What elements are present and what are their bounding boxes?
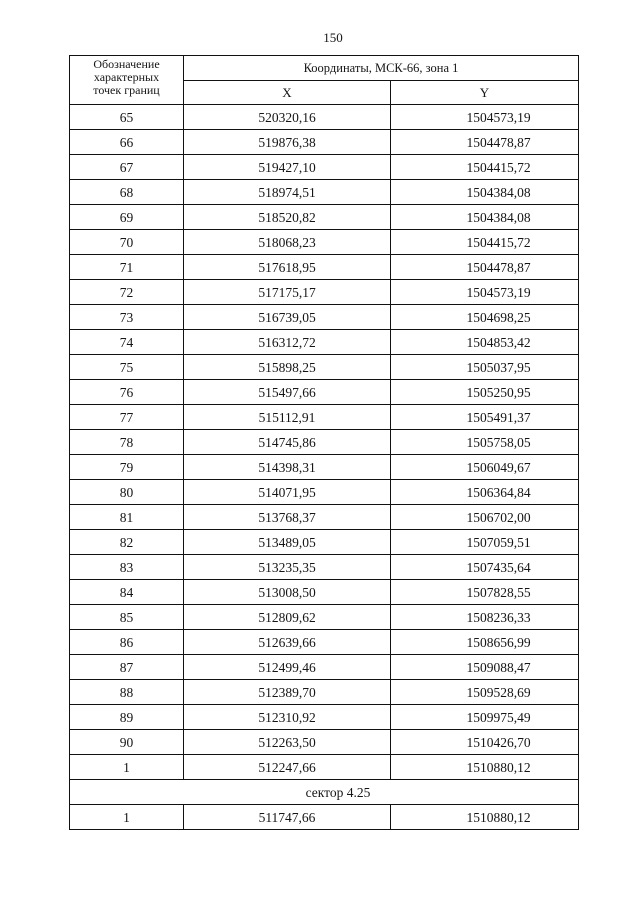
sector-row <box>70 780 579 805</box>
point-number-cell: 67 <box>70 155 184 180</box>
table-row <box>70 405 579 430</box>
point-header-line-1: Обозначение <box>93 57 160 71</box>
x-coordinate-cell: 512263,50 <box>184 730 391 755</box>
x-coordinate-cell: 512389,70 <box>184 680 391 705</box>
x-coordinate-cell: 512639,66 <box>184 630 391 655</box>
x-coordinate-cell: 515112,91 <box>184 405 391 430</box>
table-row <box>70 505 579 530</box>
table-row <box>70 105 579 130</box>
x-coordinate-cell: 512809,62 <box>184 605 391 630</box>
point-number-cell: 81 <box>70 505 184 530</box>
y-coordinate-cell: 1504384,08 <box>391 205 579 230</box>
table-row <box>70 430 579 455</box>
y-coordinate-cell: 1505491,37 <box>391 405 579 430</box>
x-coordinate-cell: 519427,10 <box>184 155 391 180</box>
table-row <box>70 630 579 655</box>
point-number-cell: 73 <box>70 305 184 330</box>
x-coordinate-cell: 513008,50 <box>184 580 391 605</box>
x-coordinate-cell: 519876,38 <box>184 130 391 155</box>
table-row <box>70 580 579 605</box>
table-row <box>70 555 579 580</box>
point-number-cell: 80 <box>70 480 184 505</box>
table-row <box>70 230 579 255</box>
x-coordinate-cell: 517175,17 <box>184 280 391 305</box>
point-number-cell: 87 <box>70 655 184 680</box>
y-coordinate-cell: 1508656,99 <box>391 630 579 655</box>
table-row <box>70 705 579 730</box>
x-coordinate-cell: 518068,23 <box>184 230 391 255</box>
table-row <box>70 730 579 755</box>
x-coordinate-cell: 515497,66 <box>184 380 391 405</box>
x-coordinate-cell: 513235,35 <box>184 555 391 580</box>
y-coordinate-cell: 1504573,19 <box>391 280 579 305</box>
point-number-cell: 1 <box>70 755 184 780</box>
point-header-line-3: точек границ <box>93 83 160 97</box>
point-number-cell: 74 <box>70 330 184 355</box>
table-row <box>70 205 579 230</box>
point-number-cell: 77 <box>70 405 184 430</box>
x-coordinate-cell: 513489,05 <box>184 530 391 555</box>
y-coordinate-cell: 1505037,95 <box>391 355 579 380</box>
x-coordinate-cell: 514398,31 <box>184 455 391 480</box>
point-number-cell: 82 <box>70 530 184 555</box>
point-number-cell: 89 <box>70 705 184 730</box>
coordinates-table-body <box>70 105 579 830</box>
y-coordinate-cell: 1504478,87 <box>391 130 579 155</box>
y-coordinate-cell: 1508236,33 <box>391 605 579 630</box>
point-number-cell: 1 <box>70 805 184 830</box>
table-row <box>70 805 579 830</box>
y-coordinate-cell: 1507828,55 <box>391 580 579 605</box>
y-coordinate-cell: 1510880,12 <box>391 805 579 830</box>
sector-label: сектор 4.25 <box>70 780 579 805</box>
table-row <box>70 380 579 405</box>
y-coordinate-cell: 1504478,87 <box>391 255 579 280</box>
page-number: 150 <box>323 30 343 45</box>
point-number-cell: 72 <box>70 280 184 305</box>
table-row <box>70 130 579 155</box>
point-number-cell: 66 <box>70 130 184 155</box>
y-coordinate-cell: 1506049,67 <box>391 455 579 480</box>
y-coordinate-cell: 1509975,49 <box>391 705 579 730</box>
table-row <box>70 180 579 205</box>
x-coordinate-cell: 514745,86 <box>184 430 391 455</box>
table-row <box>70 305 579 330</box>
table-row <box>70 480 579 505</box>
point-number-cell: 65 <box>70 105 184 130</box>
point-number-cell: 70 <box>70 230 184 255</box>
point-number-cell: 90 <box>70 730 184 755</box>
point-number-cell: 71 <box>70 255 184 280</box>
y-coordinate-cell: 1507435,64 <box>391 555 579 580</box>
table-row <box>70 280 579 305</box>
x-coordinate-cell: 516739,05 <box>184 305 391 330</box>
y-coordinate-cell: 1504415,72 <box>391 230 579 255</box>
table-row <box>70 255 579 280</box>
y-coordinate-cell: 1506364,84 <box>391 480 579 505</box>
point-number-cell: 84 <box>70 580 184 605</box>
point-number-cell: 75 <box>70 355 184 380</box>
table-row <box>70 755 579 780</box>
y-coordinate-cell: 1507059,51 <box>391 530 579 555</box>
y-coordinate-cell: 1504698,25 <box>391 305 579 330</box>
x-coordinate-cell: 512247,66 <box>184 755 391 780</box>
x-coordinate-cell: 511747,66 <box>184 805 391 830</box>
point-number-cell: 83 <box>70 555 184 580</box>
x-coordinate-cell: 518974,51 <box>184 180 391 205</box>
y-coordinate-cell: 1509088,47 <box>391 655 579 680</box>
y-coordinate-cell: 1504573,19 <box>391 105 579 130</box>
table-row <box>70 655 579 680</box>
coordinates-table <box>69 55 579 830</box>
y-coordinate-cell: 1505250,95 <box>391 380 579 405</box>
y-coordinate-cell: 1504384,08 <box>391 180 579 205</box>
y-coordinate-cell: 1510426,70 <box>391 730 579 755</box>
x-coordinate-cell: 515898,25 <box>184 355 391 380</box>
x-column-header: X <box>184 81 391 105</box>
table-row <box>70 330 579 355</box>
table-header-row <box>70 56 579 81</box>
point-number-cell: 88 <box>70 680 184 705</box>
point-number-cell: 85 <box>70 605 184 630</box>
x-coordinate-cell: 512499,46 <box>184 655 391 680</box>
table-row <box>70 680 579 705</box>
table-row <box>70 605 579 630</box>
y-column-header: Y <box>391 81 579 105</box>
y-coordinate-cell: 1505758,05 <box>391 430 579 455</box>
x-coordinate-cell: 520320,16 <box>184 105 391 130</box>
x-coordinate-cell: 512310,92 <box>184 705 391 730</box>
point-designation-header <box>70 56 184 105</box>
y-coordinate-cell: 1510880,12 <box>391 755 579 780</box>
point-number-cell: 69 <box>70 205 184 230</box>
table-row <box>70 155 579 180</box>
coordinate-system-header: Координаты, МСК-66, зона 1 <box>184 56 579 81</box>
x-coordinate-cell: 513768,37 <box>184 505 391 530</box>
table-row <box>70 355 579 380</box>
y-coordinate-cell: 1506702,00 <box>391 505 579 530</box>
point-number-cell: 76 <box>70 380 184 405</box>
y-coordinate-cell: 1509528,69 <box>391 680 579 705</box>
point-number-cell: 86 <box>70 630 184 655</box>
x-coordinate-cell: 516312,72 <box>184 330 391 355</box>
x-coordinate-cell: 514071,95 <box>184 480 391 505</box>
point-number-cell: 79 <box>70 455 184 480</box>
table-row <box>70 530 579 555</box>
y-coordinate-cell: 1504853,42 <box>391 330 579 355</box>
point-header-line-2: характерных <box>93 70 160 84</box>
y-coordinate-cell: 1504415,72 <box>391 155 579 180</box>
x-coordinate-cell: 517618,95 <box>184 255 391 280</box>
point-number-cell: 78 <box>70 430 184 455</box>
table-row <box>70 455 579 480</box>
x-coordinate-cell: 518520,82 <box>184 205 391 230</box>
point-number-cell: 68 <box>70 180 184 205</box>
